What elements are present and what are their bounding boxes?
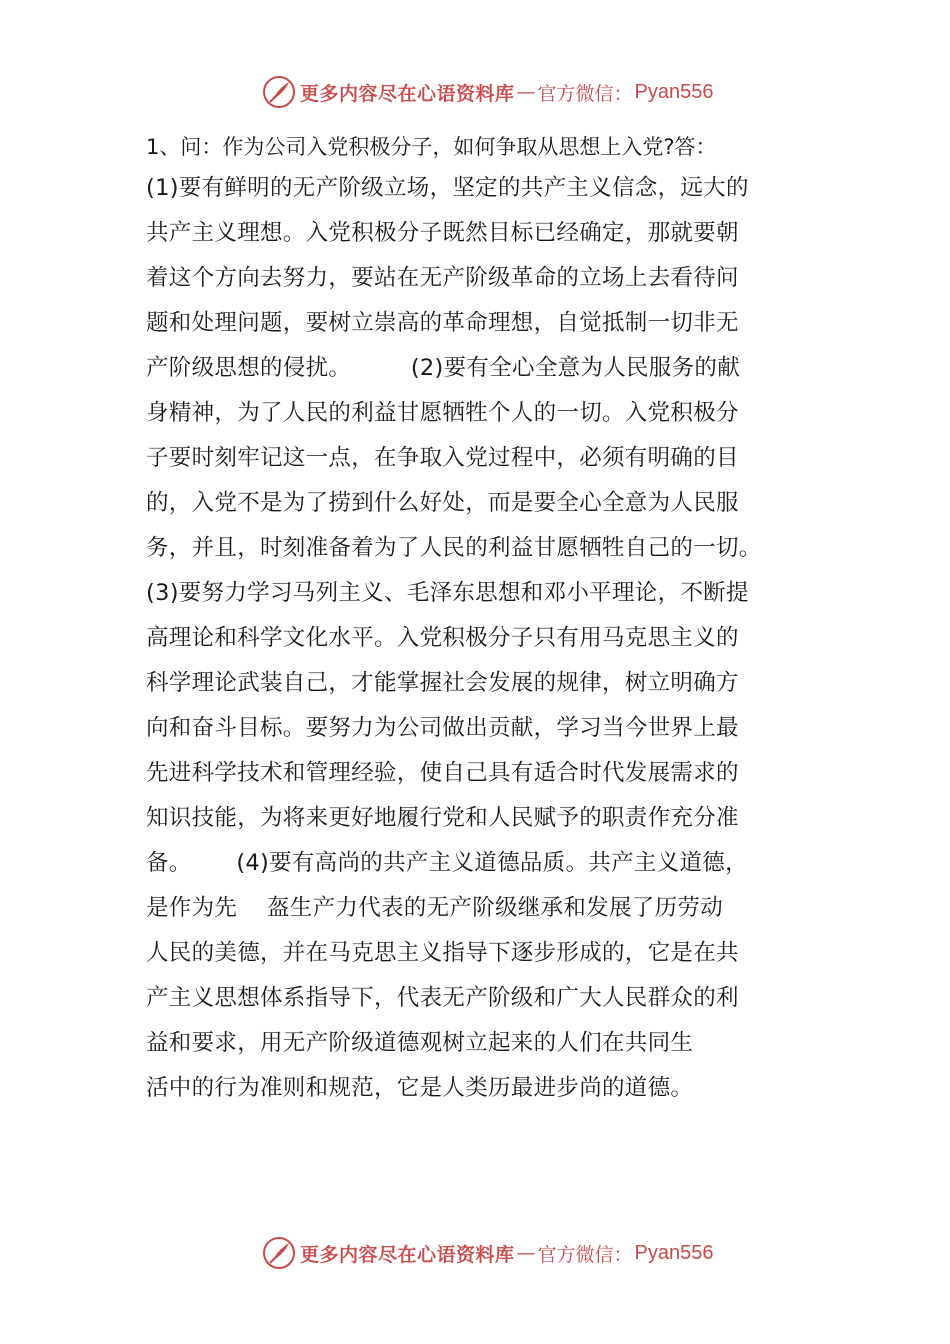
body-line: 知识技能，为将来更好地履行党和人民赋予的职责作充分准 [146,805,739,831]
header-wechat-label: 官方微信： [537,82,633,105]
body-line: 备。 (4)要有高尚的共产主义道德品质。共产主义道德， [146,850,748,876]
footer-slogan: 更多内容尽在心语资料库 [300,1243,515,1266]
header-separator: — [516,81,536,103]
body-line: 科学理论武装自己，才能掌握社会发展的规律，树立明确方 [146,670,739,696]
header-wechat-id: Pyan556 [634,80,714,103]
body-line: 向和奋斗目标。要努力为公司做出贡献，学习当今世界上最 [146,715,739,741]
body-line: 子要时刻牢记这一点，在争取入党过程中，必须有明确的目 [146,445,739,471]
footer-banner [262,1233,714,1273]
body-line: 益和要求，用无产阶级道德观树立起来的人们在共同生 [146,1030,694,1056]
header-banner [262,72,714,112]
body-line: 共产主义理想。入党积极分子既然目标已经确定，那就要朝 [146,220,739,246]
footer-wechat-label: 官方微信： [537,1243,633,1266]
question-line: 1、问：作为公司入党积极分子，如何争取从思想上入党?答： [146,135,717,159]
body-line: (1)要有鲜明的无产阶级立场，坚定的共产主义信念，远大的 [146,175,749,201]
body-line: (3)要努力学习马列主义、毛泽东思想和邓小平理论，不断提 [146,580,749,606]
body-line: 务，并且，时刻准备着为了人民的利益甘愿牺牲自己的一切。 [146,535,762,561]
body-line: 题和处理问题，要树立崇高的革命理想，自觉抵制一切非无 [146,310,739,336]
body-line: 先进科学技术和管理经验，使自己具有适合时代发展需求的 [146,760,739,786]
body-line: 是作为先 盔生产力代表的无产阶级继承和发展了历劳动 [146,895,724,921]
body-line: 活中的行为准则和规范，它是人类历最进步尚的道德。 [146,1075,694,1101]
body-line: 人民的美德，并在马克思主义指导下逐步形成的，它是在共 [146,940,739,966]
header-slogan: 更多内容尽在心语资料库 [300,82,515,105]
footer-separator: — [516,1242,536,1264]
quill-logo-icon [262,75,296,109]
body-line: 的，入党不是为了捞到什么好处，而是要全心全意为人民服 [146,490,739,516]
body-line: 身精神，为了人民的利益甘愿牺牲个人的一切。入党积极分 [146,400,739,426]
body-line: 产主义思想体系指导下，代表无产阶级和广大人民群众的利 [146,985,739,1011]
quill-logo-icon [262,1236,296,1270]
footer-wechat-id: Pyan556 [634,1241,714,1264]
body-line: 高理论和科学文化水平。入党积极分子只有用马克思主义的 [146,625,739,651]
body-line: 产阶级思想的侵扰。 (2)要有全心全意为人民服务的献 [146,355,740,381]
body-line: 着这个方向去努力，要站在无产阶级革命的立场上去看待问 [146,265,739,291]
